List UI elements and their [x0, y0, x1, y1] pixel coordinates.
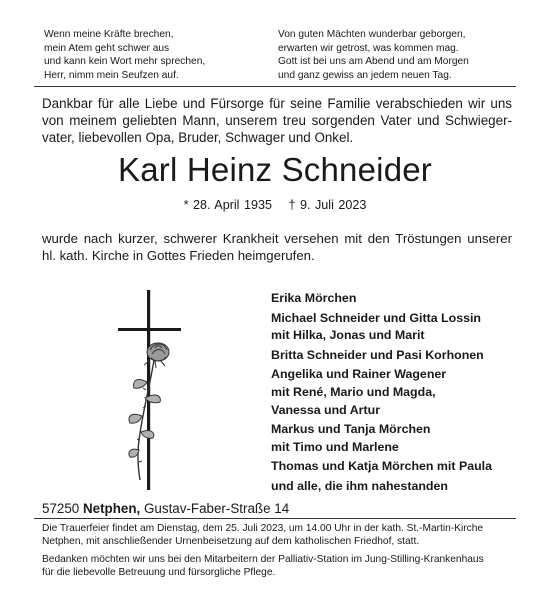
mourner-line: Vanessa und Artur: [271, 402, 381, 417]
poem-left-line: und kann kein Wort mehr sprechen,: [44, 56, 206, 68]
mourner-line: mit Timo und Marlene: [271, 439, 399, 454]
poem-left-line: Wenn meine Kräfte brechen,: [44, 29, 174, 40]
cross-with-rose: [110, 290, 190, 490]
address-zip: 57250: [42, 501, 80, 516]
mourner-line: Erika Mörchen: [271, 291, 357, 305]
death-date: † 9. Juli 2023: [288, 198, 367, 212]
poem-left-line: Herr, nimm mein Seufzen auf.: [44, 69, 179, 81]
poem-left: [44, 28, 205, 82]
called-home-line: wurde nach kurzer, schwerer Krankheit versehen mit den Tröstungen unserer: [42, 231, 512, 246]
funeral-note: [42, 523, 483, 548]
poem-right-line: Von guten Mächten wunderbar geborgen,: [278, 29, 466, 40]
family-address: [42, 500, 289, 517]
poem-left-line: mein Atem geht schwer aus: [44, 42, 170, 54]
top-divider: [34, 86, 516, 87]
intro-line: von meinem geliebten Mann, unserem treu sorgenden Vater und Schwieger-: [42, 113, 512, 128]
intro-line: vater, liebevollen Opa, Bruder, Schwager und Onkel.: [42, 130, 354, 145]
birth-date: * 28. April 1935: [183, 198, 272, 212]
deceased-name: Karl Heinz Schneider: [118, 151, 432, 188]
thanks-note-line: für die liebevolle Betreuung und fürsorgliche Pflege.: [42, 566, 276, 578]
funeral-note-line: Die Trauerfeier findet am Dienstag, dem 25. Juli 2023, um 14.00 Uhr in der kath. St.-Martin-Kirche: [42, 523, 484, 534]
called-home-line: hl. kath. Kirche in Gottes Frieden heimgerufen.: [42, 248, 315, 263]
bottom-divider: [34, 518, 516, 519]
mourner-line: und alle, die ihm nahestanden: [271, 478, 448, 493]
called-home-text: [42, 230, 512, 264]
mourner-line: mit Hilka, Jonas und Marit: [271, 328, 425, 343]
mourner-line: mit René, Mario und Magda,: [271, 384, 436, 399]
mourner-line: Britta Schneider und Pasi Korhonen: [271, 347, 484, 362]
funeral-note-line: Netphen, mit anschließender Urnenbeisetzung auf dem katholischen Friedhof, statt.: [42, 535, 420, 547]
mourner-line: Michael Schneider und Gitta Lossin: [271, 310, 481, 325]
poem-right-line: Gott ist bei uns am Abend und am Morgen: [278, 56, 469, 68]
thanks-note-line: Bedanken möchten wir uns bei den Mitarbeitern der Palliativ-Station im Jung-Stilling-Krankenhaus: [42, 554, 484, 565]
poem-right-line: erwarten wir getrost, was kommen mag.: [278, 42, 459, 54]
mourner-line: Thomas und Katja Mörchen mit Paula: [271, 459, 492, 474]
intro-line: Dankbar für alle Liebe und Fürsorge für seine Familie verabschieden wir uns: [42, 96, 512, 111]
poem-right-line: und ganz gewiss an jedem neuen Tag.: [278, 69, 452, 81]
thanks-note: [42, 554, 484, 579]
cross-icon: [110, 290, 190, 490]
poem-right: [278, 28, 469, 82]
mourner-line: Markus und Tanja Mörchen: [271, 422, 431, 437]
life-dates: [0, 198, 550, 212]
mourners-list: [271, 290, 492, 496]
address-city: Netphen,: [82, 501, 141, 516]
address-street: Gustav-Faber-Straße 14: [144, 501, 290, 516]
mourner-line: Angelika und Rainer Wagener: [271, 367, 447, 382]
intro-text: [42, 95, 512, 146]
